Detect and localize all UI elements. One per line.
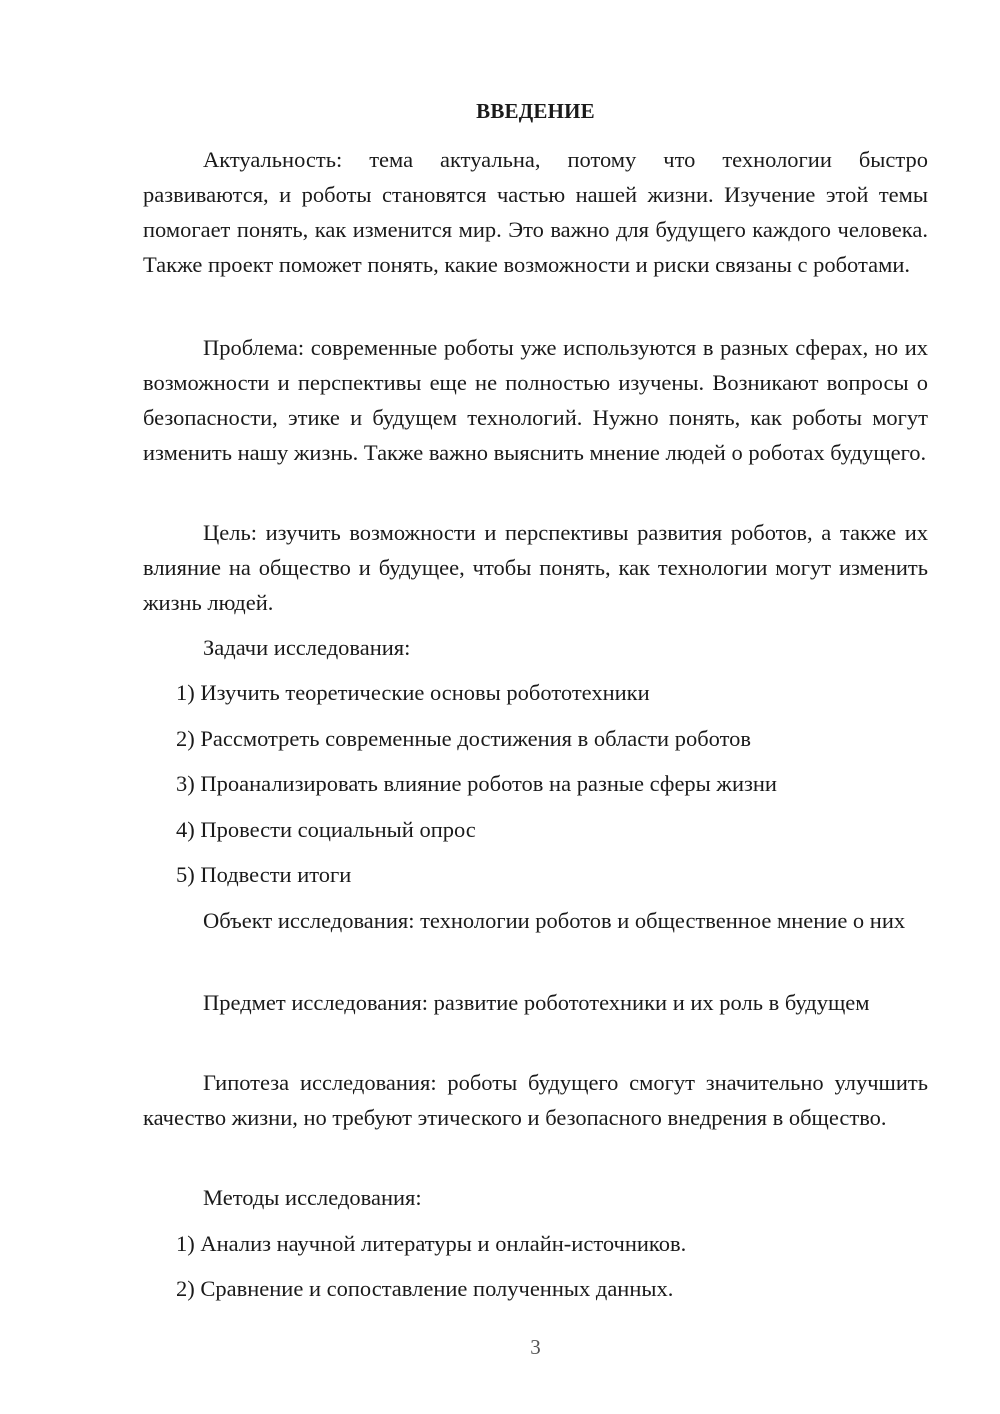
list-item-task-2: 2) Рассмотреть современные достижения в области роботов [176,726,752,751]
document-page [143,0,928,1414]
paragraph-problem: Проблема: современные роботы уже используются в разных сферах, но их возможности и перспективы еще не полностью изучены. Возникают вопросы о безопасности, этике и будущем технологий. Нужно понять, как роботы могут изменить нашу жизнь. Также важно выяснить мнение людей о роботах будущего. [143,335,928,465]
paragraph-relevance: Актуальность: тема актуальна, потому что технологии быстро развиваются, и роботы становятся частью нашей жизни. Изучение этой темы помогает понять, как изменится мир. Это важно для будущего каждого человека. Также проект поможет понять, какие возможности и риски связаны с роботами. [143,147,928,277]
methods-heading: Методы исследования: [203,1185,422,1210]
page-number: 3 [530,1335,541,1359]
list-item-method-1: 1) Анализ научной литературы и онлайн-источников. [176,1231,687,1256]
paragraph-hypothesis: Гипотеза исследования: роботы будущего смогут значительно улучшить качество жизни, но требуют этического и безопасного внедрения в общество. [143,1070,928,1130]
list-item-task-3: 3) Проанализировать влияние роботов на разные сферы жизни [176,771,777,796]
list-item-task-4: 4) Провести социальный опрос [176,817,476,842]
page-title: ВВЕДЕНИЕ [476,99,595,123]
paragraph-subject: Предмет исследования: развитие робототехники и их роль в будущем [203,990,870,1015]
list-item-method-2: 2) Сравнение и сопоставление полученных данных. [176,1276,674,1301]
list-item-task-1: 1) Изучить теоретические основы робототехники [176,680,650,705]
paragraph-goal: Цель: изучить возможности и перспективы развития роботов, а также их влияние на общество и будущее, чтобы понять, как технологии могут изменить жизнь людей. [143,520,928,615]
list-item-task-5: 5) Подвести итоги [176,862,352,887]
tasks-heading: Задачи исследования: [203,635,411,660]
paragraph-object: Объект исследования: технологии роботов и общественное мнение о них [203,908,906,933]
